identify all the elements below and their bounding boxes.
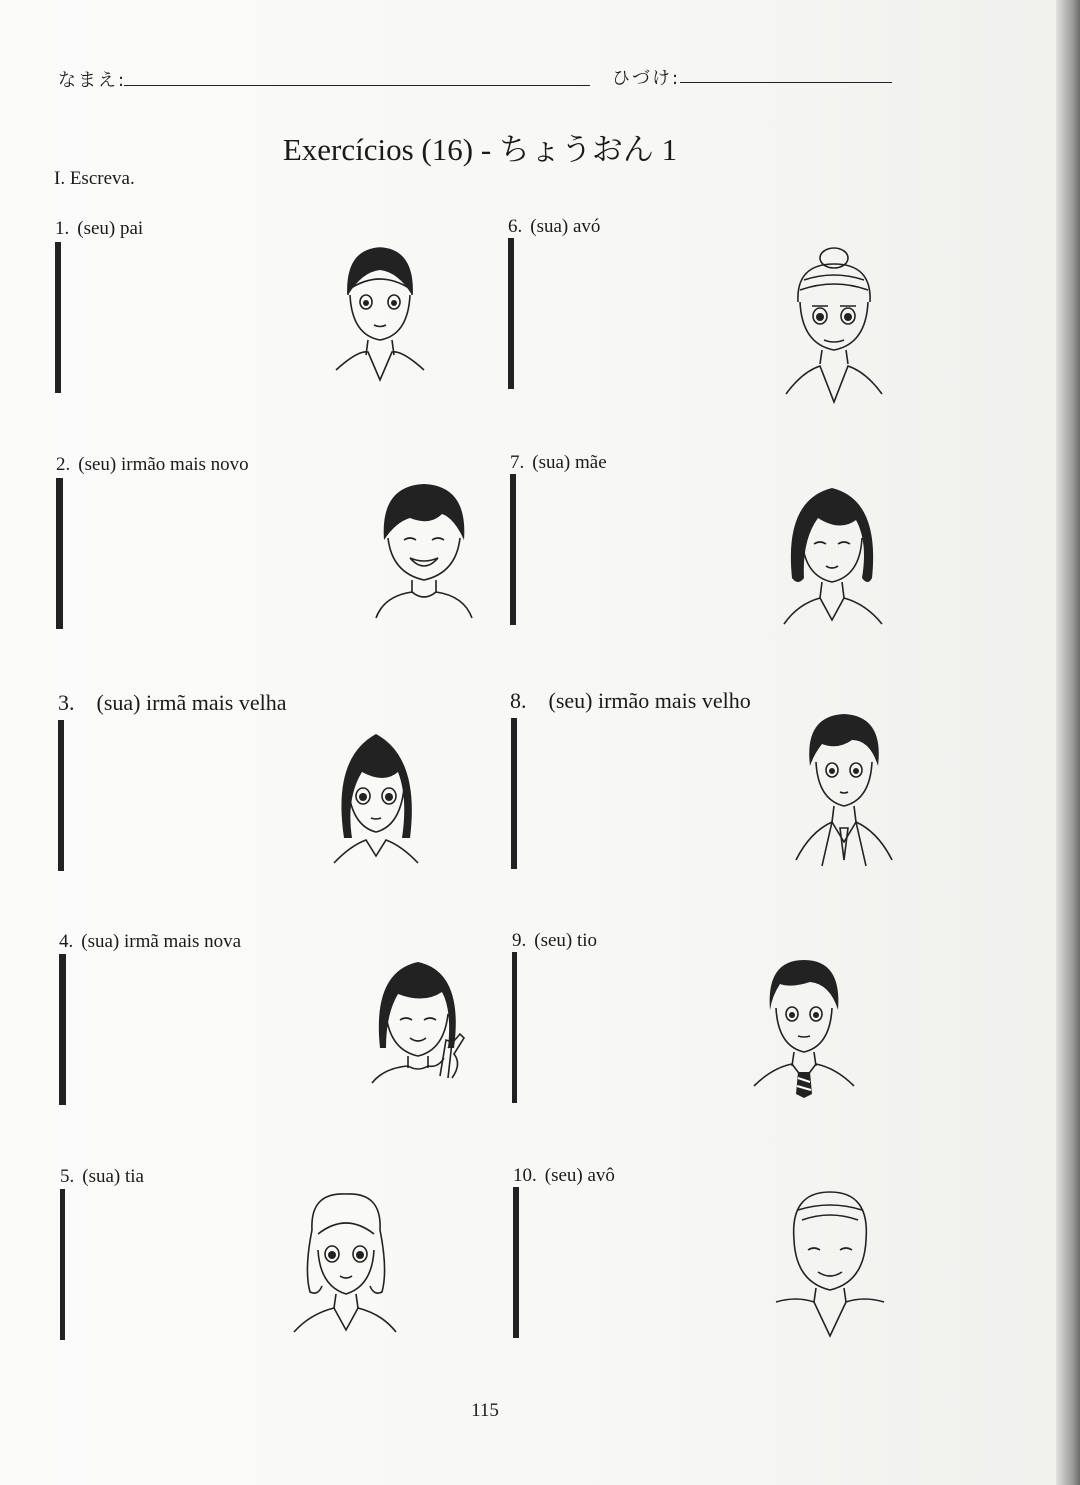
exercise-text: (sua) mãe (532, 452, 607, 473)
exercise-number: 4. (59, 931, 74, 952)
page-title: Exercícios (16) - ちょうおん 1 (282, 132, 678, 167)
exercise-text: (sua) avó (530, 216, 601, 237)
exercise-text: (seu) avô (544, 1165, 615, 1186)
exercise-label (55, 218, 143, 240)
exercise-label (60, 1166, 144, 1188)
date-label: ひづけ: (612, 68, 681, 89)
name-label: なまえ: (58, 70, 127, 91)
exercise-text: (seu) irmão mais velho (548, 688, 751, 713)
exercise-label (510, 688, 751, 714)
exercise-text: (seu) irmão mais novo (78, 454, 249, 475)
writing-grid[interactable] (510, 474, 516, 625)
exercise-number: 9. (512, 930, 527, 951)
page-edge-shadow (1056, 0, 1080, 1485)
younger-sister-portrait (368, 958, 478, 1088)
exercise-number: 6. (508, 216, 523, 237)
exercise-text: (seu) tio (534, 930, 598, 951)
writing-grid[interactable] (512, 952, 517, 1103)
exercise-label (508, 216, 600, 238)
exercise-text: (sua) irmã mais velha (96, 690, 287, 715)
exercise-label (59, 931, 241, 953)
uncle-portrait (752, 956, 856, 1098)
exercise-label (58, 690, 287, 716)
younger-brother-portrait (370, 478, 478, 623)
writing-grid[interactable] (511, 718, 517, 869)
section-heading: I. Escreva. (54, 168, 135, 189)
writing-grid[interactable] (59, 954, 66, 1105)
aunt-portrait (290, 1190, 400, 1340)
writing-grid[interactable] (58, 720, 64, 871)
exercise-number: 8. (510, 688, 527, 713)
exercise-number: 7. (510, 452, 525, 473)
writing-grid[interactable] (513, 1187, 519, 1338)
page-number: 115 (471, 1400, 499, 1421)
writing-grid[interactable] (56, 478, 63, 629)
older-brother-portrait (792, 710, 902, 870)
grandmother-portrait (782, 244, 886, 404)
father-portrait (328, 240, 432, 390)
date-field-line[interactable] (680, 82, 892, 83)
exercise-number: 10. (513, 1165, 537, 1186)
exercise-number: 3. (58, 690, 75, 715)
exercise-text: (seu) pai (77, 218, 144, 239)
exercise-label (510, 452, 607, 474)
exercise-text: (sua) tia (82, 1166, 144, 1187)
exercise-label (56, 454, 249, 476)
exercise-label (513, 1165, 615, 1187)
exercise-number: 1. (55, 218, 70, 239)
exercise-text: (sua) irmã mais nova (81, 931, 242, 952)
writing-grid[interactable] (60, 1189, 65, 1340)
older-sister-portrait (326, 728, 426, 868)
exercise-number: 2. (56, 454, 71, 475)
exercise-label (512, 930, 597, 952)
name-field-line[interactable] (124, 85, 590, 86)
exercise-number: 5. (60, 1166, 75, 1187)
writing-grid[interactable] (508, 238, 514, 389)
writing-grid[interactable] (55, 242, 61, 393)
grandfather-portrait (772, 1188, 888, 1338)
mother-portrait (778, 482, 888, 630)
